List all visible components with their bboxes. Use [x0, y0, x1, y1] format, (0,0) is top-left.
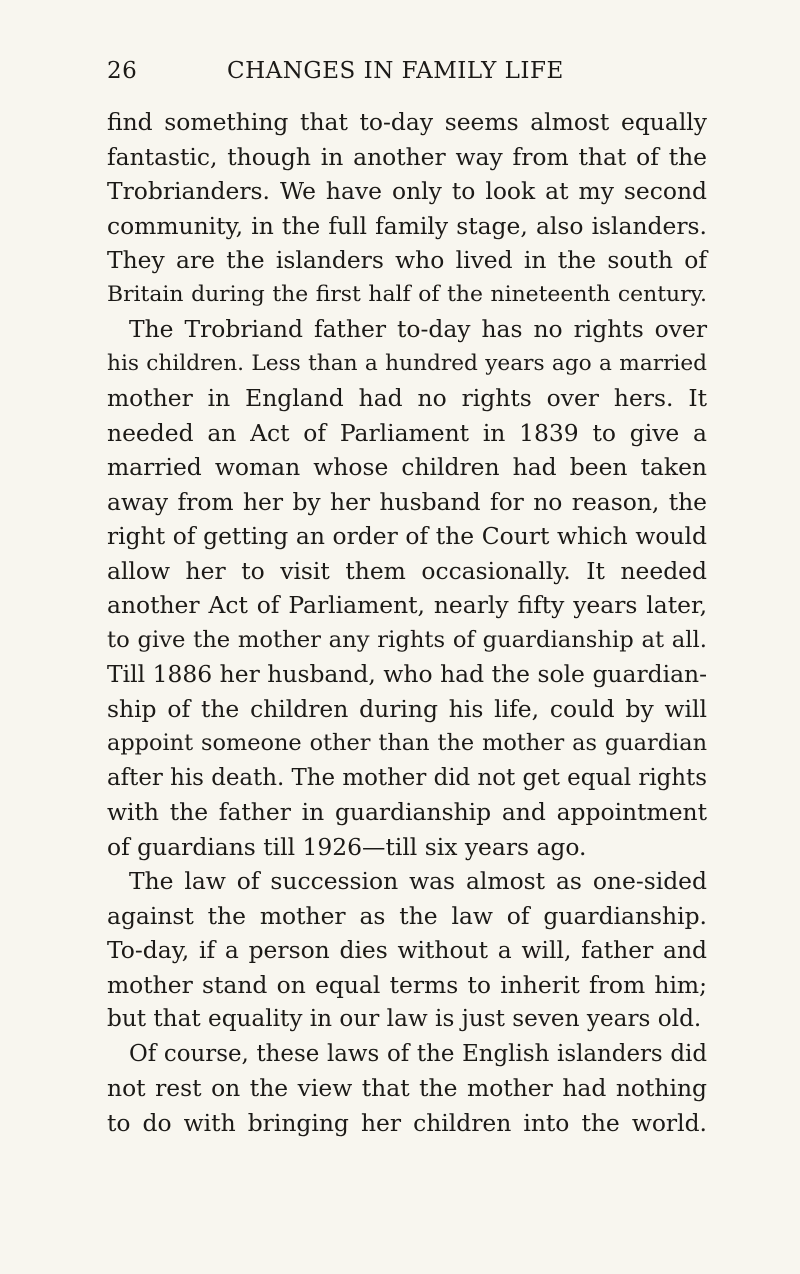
text-line: allow her to visit them occasionally. It needed — [107, 556, 707, 585]
text-line: Trobrianders. We have only to look at my second — [107, 177, 707, 205]
text-line: mother in England had no rights over hers. It — [107, 384, 707, 412]
text-line: after his death. The mother did not get equal rights — [107, 764, 707, 791]
text-line: married woman whose children had been taken — [107, 453, 707, 481]
text-line: right of getting an order of the Court which would — [107, 522, 707, 550]
running-head — [107, 58, 707, 92]
body-text — [107, 105, 707, 1140]
text-line: ship of the children during his life, could by will — [107, 694, 707, 723]
text-line: not rest on the view that the mother had nothing — [107, 1074, 707, 1102]
text-line: community, in the full family stage, also islanders. — [107, 211, 707, 240]
text-line: mother stand on equal terms to inherit from him; — [107, 970, 707, 999]
text-line: another Act of Parliament, nearly fifty years later, — [107, 591, 707, 619]
text-line: fantastic, though in another way from that of the — [107, 142, 707, 171]
text-line: appoint someone other than the mother as guardian — [107, 730, 707, 756]
text-line: To-day, if a person dies without a will, father and — [107, 936, 707, 964]
text-line: against the mother as the law of guardianship. — [107, 901, 707, 930]
text-line: but that equality in our law is just seven years old. — [107, 1006, 702, 1032]
text-line: to do with bringing her children into the world. — [107, 1108, 707, 1137]
running-title: CHANGES IN FAMILY LIFE — [227, 58, 564, 84]
text-line: find something that to-day seems almost equally — [107, 108, 707, 136]
text-line: needed an Act of Parliament in 1839 to give a — [107, 418, 707, 447]
page-number: 26 — [107, 58, 138, 84]
text-line: Till 1886 her husband, who had the sole guardian- — [107, 660, 707, 688]
text-line: The law of succession was almost as one-sided — [129, 867, 707, 895]
text-line: away from her by her husband for no reason, the — [107, 487, 707, 516]
text-line: Britain during the first half of the nineteenth century. — [107, 281, 707, 307]
text-line: with the father in guardianship and appointment — [107, 798, 707, 826]
text-line: The Trobriand father to-day has no rights over — [129, 315, 707, 343]
text-line: his children. Less than a hundred years ago a married — [107, 350, 707, 376]
text-line: They are the islanders who lived in the south of — [107, 246, 707, 274]
text-line: to give the mother any rights of guardianship at all. — [107, 626, 707, 653]
text-line: of guardians till 1926—till six years ago. — [107, 832, 587, 861]
text-line: Of course, these laws of the English islanders did — [129, 1040, 707, 1067]
